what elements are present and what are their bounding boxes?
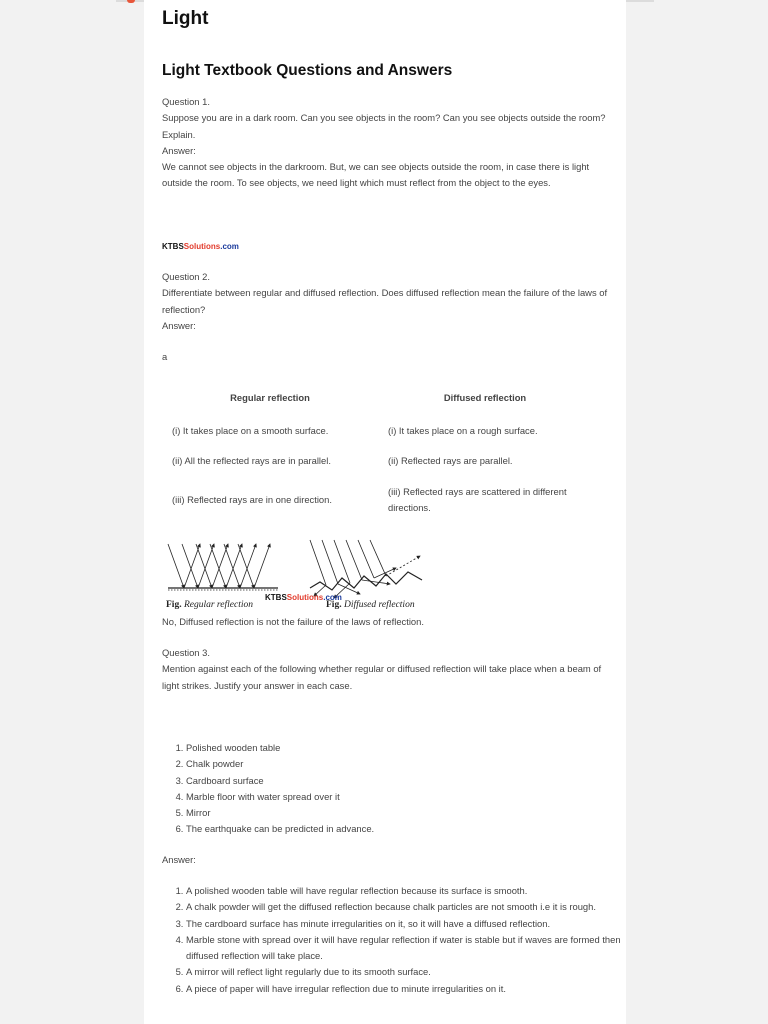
list-item: 6. The earthquake can be predicted in advance.: [186, 821, 626, 837]
list-item: 4. Marble floor with water spread over it: [186, 789, 626, 805]
section-title: Light Textbook Questions and Answers: [162, 62, 453, 79]
table-header-row: [162, 380, 592, 415]
question-1: [162, 94, 610, 192]
comparison-table: [162, 380, 592, 523]
question-3-items: [162, 740, 626, 838]
fig-prefix: Fig.: [166, 600, 182, 610]
table-cell: (i) It takes place on a smooth surface.: [172, 424, 329, 436]
brand-suffix: .com: [323, 593, 342, 602]
list-item: 6. A piece of paper will have irregular reflection due to minute irregularities on it.: [186, 981, 622, 997]
list-item: 2. Chalk powder: [186, 756, 626, 772]
list-item: 1. A polished wooden table will have regular reflection because its surface is smooth.: [186, 883, 622, 899]
table-row: [162, 415, 592, 446]
answer-label: Answer:: [162, 854, 196, 865]
brand-suffix: .com: [220, 242, 239, 251]
answer-text: We cannot see objects in the darkroom. But, we can see objects outside the room, in case there is light outside the room. To see objects, we need light which must reflect from the object to the eyes.: [162, 161, 590, 189]
question-label: Question 3.: [162, 647, 210, 658]
fig-prefix: Fig.: [326, 600, 342, 610]
brand-middle: Solutions: [286, 593, 324, 602]
question-3: [162, 645, 610, 694]
question-text: Mention against each of the following whether regular or diffused reflection will take place when a beam of light strikes. Justify your answer in each case.: [162, 663, 602, 691]
fig-caption: Diffused reflection: [343, 600, 415, 610]
brand-link[interactable]: [162, 242, 239, 251]
question-label: Question 2.: [162, 271, 210, 282]
list-item: 4. Marble stone with spread over it will have regular reflection if water is stable but if waves are formed then diffused reflection will take place.: [186, 932, 622, 965]
question-label: Question 1.: [162, 96, 210, 107]
list-item: 2. A chalk powder will get the diffused reflection because chalk particles are not smooth i.e it is rough.: [186, 899, 622, 915]
article-page: [144, 0, 626, 1024]
reflection-diagram: [164, 538, 434, 600]
list-item: 1. Polished wooden table: [186, 740, 626, 756]
answer-label: Answer:: [162, 144, 196, 156]
list-item: 3. The cardboard surface has minute irregularities on it, so it will have a diffused reflection.: [186, 916, 622, 932]
table-header: Regular reflection: [230, 392, 310, 403]
table-cell: (iii) Reflected rays are scattered in different directions.: [388, 485, 567, 513]
brand-middle: Solutions: [183, 242, 221, 251]
regular-reflection-diagram: [168, 544, 278, 590]
brand-prefix: KTBS: [162, 242, 184, 251]
page-title: Light: [162, 8, 209, 29]
answer-label: Answer:: [162, 319, 196, 331]
answer-conclusion: No, Diffused reflection is not the failure of the laws of reflection.: [162, 616, 424, 627]
table-cell: (iii) Reflected rays are in one direction.: [172, 493, 332, 505]
reflection-figure: [164, 538, 434, 614]
answer-prefix: a: [162, 351, 168, 362]
diffused-figure-caption: [326, 600, 415, 610]
table-cell: (ii) Reflected rays are parallel.: [388, 455, 513, 466]
question-3-answers: [162, 883, 622, 997]
regular-figure-caption: [166, 600, 253, 610]
table-cell: (ii) All the reflected rays are in parallel.: [172, 455, 331, 466]
brand-accent-mark: [127, 0, 135, 3]
table-cell: (i) It takes place on a rough surface.: [388, 424, 538, 436]
table-row: [162, 446, 592, 476]
fig-caption: Regular reflection: [183, 600, 253, 610]
question-text: Differentiate between regular and diffused reflection. Does diffused reflection mean the failure of the laws of reflection?: [162, 287, 608, 315]
question-text: Suppose you are in a dark room. Can you see objects in the room? Can you see objects outside the room? Explain.: [162, 112, 606, 140]
list-item: 5. Mirror: [186, 805, 626, 821]
question-2: [162, 269, 614, 334]
brand-prefix: KTBS: [265, 593, 287, 602]
table-header: Diffused reflection: [443, 392, 527, 403]
table-row: [162, 476, 592, 523]
list-item: 5. A mirror will reflect light regularly due to its smooth surface.: [186, 964, 622, 980]
diffused-reflection-diagram: [310, 540, 422, 598]
list-item: 3. Cardboard surface: [186, 773, 626, 789]
